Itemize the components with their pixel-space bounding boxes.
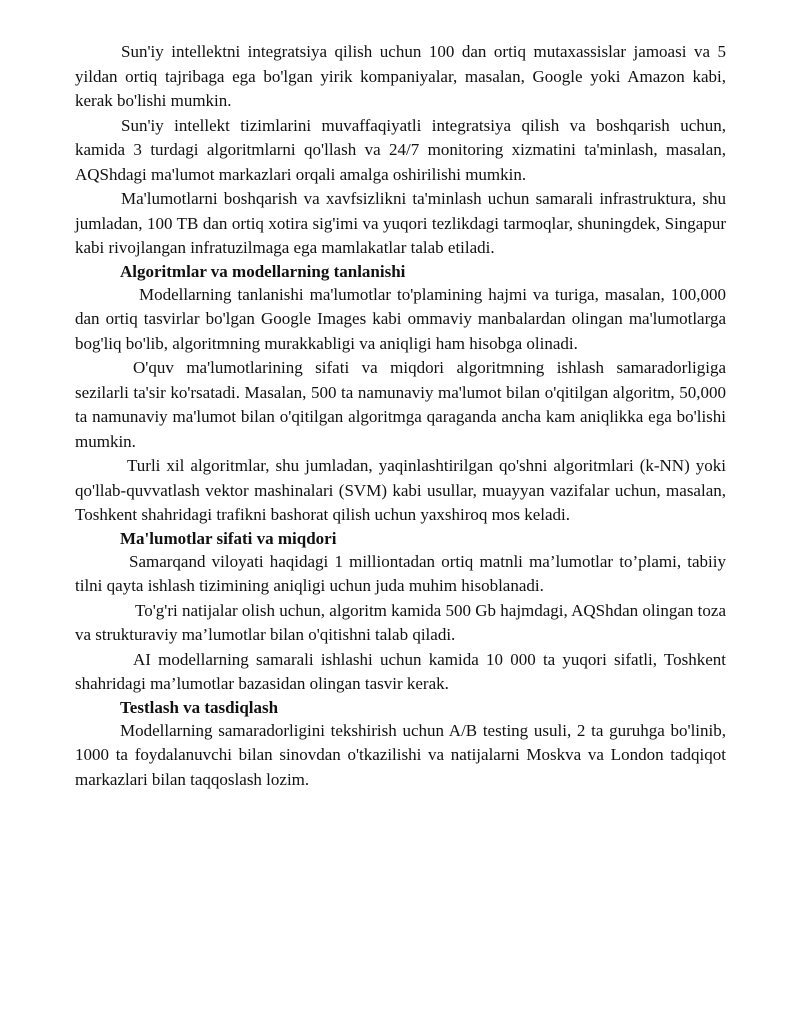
intro-paragraph: Ma'lumotlarni boshqarish va xavfsizlikni ta'minlash uchun samarali infrastruktura, shu jumladan, 100 TB dan ortiq xotira sig'imi va yuqori tezlikdagi tarmoqlar, shuningdek, Singapur kabi rivojlangan infratuzilmaga ega mamlakatlar talab etiladi. <box>75 189 726 257</box>
section-paragraph: Modellarning samaradorligini tekshirish uchun A/B testing usuli, 2 ta guruhga bo'linib, 1000 ta foydalanuvchi bilan sinovdan o'tkazilishi va natijalarni Moskva va London tadqiqot markazlari bilan taqqoslash lozim. <box>75 720 726 789</box>
section-paragraph: Samarqand viloyati haqidagi 1 milliontadan ortiq matnli ma’lumotlar to’plami, tabiiy tilni qayta ishlash tizimining aniqligi uchun juda muhim hisoblanadi. <box>75 551 726 595</box>
section-heading-algorithms: Algoritmlar va modellarning tanlanishi <box>120 261 406 281</box>
section-heading-data-quality: Ma'lumotlar sifati va miqdori <box>120 528 337 548</box>
section-paragraph: Modellarning tanlanishi ma'lumotlar to'plamining hajmi va turiga, masalan, 100,000 dan ortiq tasvirlar bo'lgan Google Images kabi ommaviy manbalardan olingan ma'lumotlarga bog'liq bo'lib, algoritmning murakkabligi va aniqligi ham hisobga olinadi. <box>75 284 726 353</box>
section-heading-testing: Testlash va tasdiqlash <box>120 697 279 717</box>
section-paragraph: Turli xil algoritmlar, shu jumladan, yaqinlashtirilgan qo'shni algoritmlari (k-NN) yoki qo'llab-quvvatlash vektor mashinalari (SVM) kabi usullar, muayyan vazifalar uchun, masalan, Toshkent shahridagi trafikni bashorat qilish uchun yaxshiroq mos keladi. <box>75 456 726 524</box>
intro-paragraph: Sun'iy intellektni integratsiya qilish uchun 100 dan ortiq mutaxassislar jamoasi va 5 yildan ortiq tajribaga ega bo'lgan yirik kompaniyalar, masalan, Google yoki Amazon kabi, kerak bo'lishi mumkin. <box>75 42 726 110</box>
section-paragraph: O'quv ma'lumotlarining sifati va miqdori algoritmning ishlash samaradorligiga sezilarli ta'sir ko'rsatadi. Masalan, 500 ta namunaviy ma'lumot bilan o'qitilgan algoritm, 50,000 ta namunaviy ma'lumot bilan o'qitilgan algoritmga qaraganda ancha kam aniqlikka ega bo'lishi mumkin. <box>75 358 726 451</box>
document-page <box>75 40 726 792</box>
intro-paragraph: Sun'iy intellekt tizimlarini muvaffaqiyatli integratsiya qilish va boshqarish uchun, kamida 3 turdagi algoritmlarni qo'llash va 24/7 monitoring xizmatini ta'minlash, masalan, AQShdagi ma'lumot markazlari orqali amalga oshirilishi mumkin. <box>75 115 726 184</box>
section-paragraph: AI modellarning samarali ishlashi uchun kamida 10 000 ta yuqori sifatli, Toshkent shahridagi ma’lumotlar bazasidan olingan tasvir kerak. <box>75 649 726 693</box>
section-paragraph: To'g'ri natijalar olish uchun, algoritm kamida 500 Gb hajmdagi, AQShdan olingan toza va strukturaviy ma’lumotlar bilan o'qitishni talab qiladi. <box>75 600 726 644</box>
